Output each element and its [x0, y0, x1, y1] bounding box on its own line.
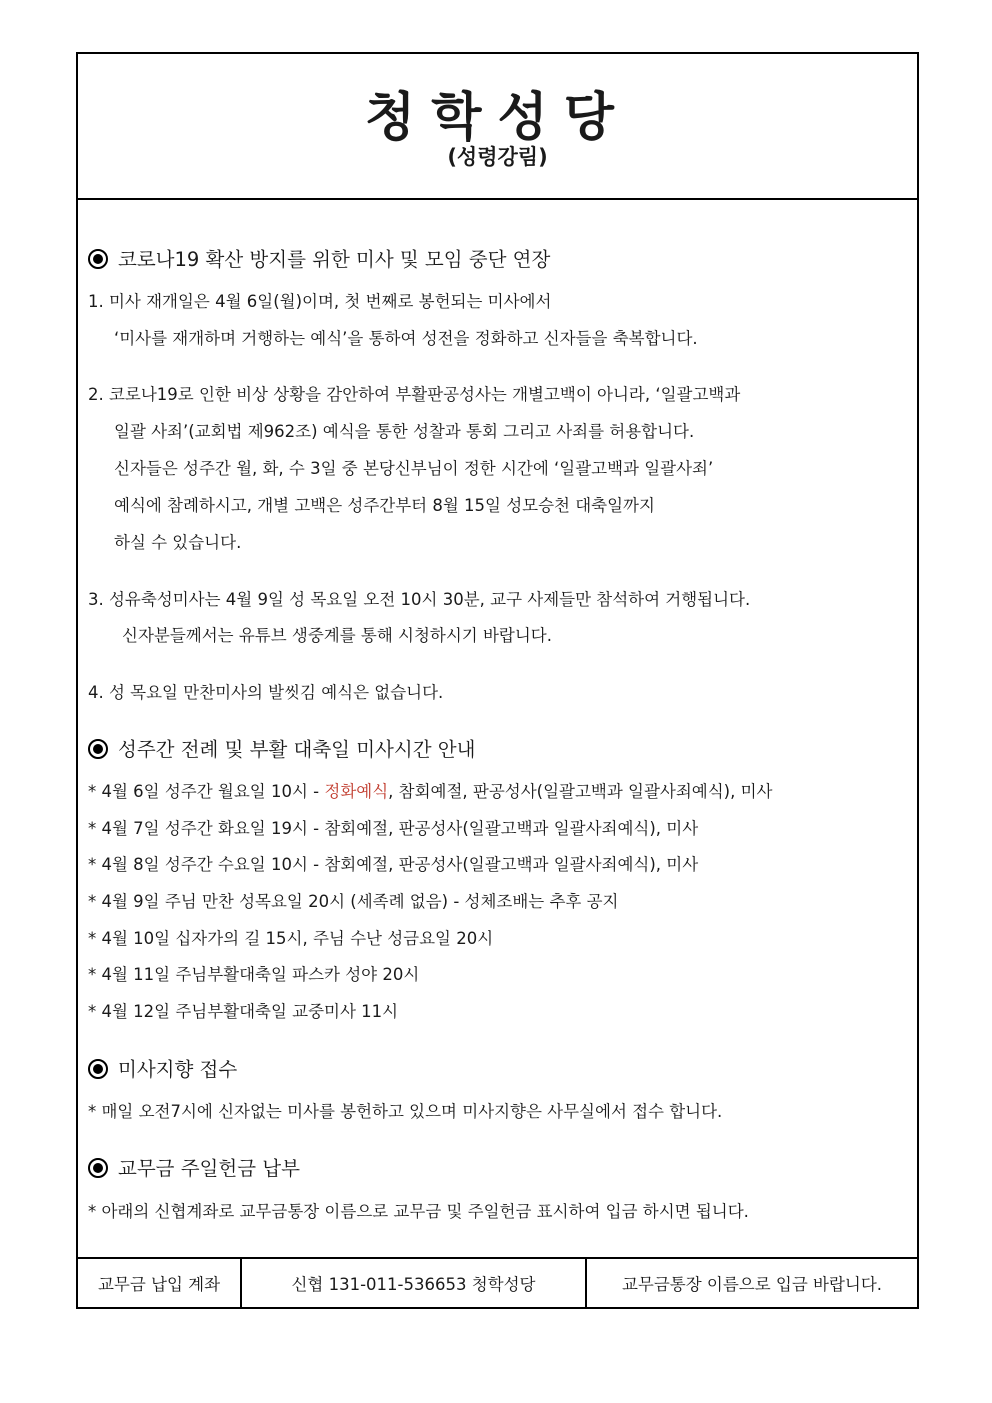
schedule-text: , 참회예절, 판공성사(일괄고백과 일괄사죄예식), 미사 [388, 782, 773, 801]
account-table [78, 1257, 917, 1307]
notice-line: 3. 성유축성미사는 4월 9일 성 목요일 오전 10시 30분, 교구 사제들만 참석하여 거행됩니다. [88, 590, 751, 609]
bulletin-header [78, 54, 917, 200]
notice-line: 1. 미사 재개일은 4월 6일(월)이며, 첫 번째로 봉헌되는 미사에서 [88, 292, 552, 311]
section-heading-mass-intention [88, 1057, 237, 1083]
notice-line: * 아래의 신협계좌로 교무금통장 이름으로 교무금 및 주일헌금 표시하여 입금 하시면 됩니다. [88, 1202, 749, 1221]
schedule-line: * 4월 8일 성주간 수요일 10시 - 참회예절, 판공성사(일괄고백과 일괄사죄예식), 미사 [88, 855, 699, 874]
circled-dot-icon [88, 1059, 108, 1079]
circled-dot-icon [88, 1158, 108, 1178]
section-heading-schedule [88, 737, 475, 763]
bulletin-frame [76, 52, 919, 1309]
page-title: 청학성당 [365, 88, 630, 148]
notice-line: 일괄 사죄’(교회법 제962조) 예식을 통한 성찰과 통회 그리고 사죄를 허용합니다. [114, 422, 695, 441]
schedule-line: * 4월 10일 십자가의 길 15시, 주님 수난 성금요일 20시 [88, 929, 494, 948]
section-heading-text: 교무금 주일헌금 납부 [118, 1157, 300, 1180]
section-heading-text: 미사지향 접수 [118, 1058, 238, 1081]
notice-line: 신자분들께서는 유튜브 생중계를 통해 시청하시기 바랍니다. [122, 626, 552, 645]
notice-line: ‘미사를 재개하며 거행하는 예식’을 통하여 성전을 정화하고 신자들을 축복합니다. [114, 329, 698, 348]
section-heading-covid [88, 247, 550, 273]
notice-line: * 매일 오전7시에 신자없는 미사를 봉헌하고 있으며 미사지향은 사무실에서 접수 합니다. [88, 1102, 723, 1121]
section-heading-text: 성주간 전례 및 부활 대축일 미사시간 안내 [118, 738, 476, 761]
schedule-line: * 4월 9일 주님 만찬 성목요일 20시 (세족례 없음) - 성체조배는 추후 공지 [88, 892, 619, 911]
schedule-line [88, 781, 772, 803]
section-heading-text: 코로나19 확산 방지를 위한 미사 및 모임 중단 연장 [118, 248, 551, 271]
notice-line: 4. 성 목요일 만찬미사의 발씻김 예식은 없습니다. [88, 683, 444, 702]
account-note: 교무금통장 이름으로 입금 바랍니다. [621, 1275, 883, 1294]
schedule-line: * 4월 12일 주님부활대축일 교중미사 11시 [88, 1002, 399, 1021]
circled-dot-icon [88, 249, 108, 269]
circled-dot-icon [88, 739, 108, 759]
account-number: 신협 131-011-536653 청학성당 [242, 1259, 587, 1307]
schedule-text: * 4월 6일 성주간 월요일 10시 - [88, 782, 325, 801]
highlight-text: 정화예식 [324, 782, 389, 801]
schedule-line: * 4월 7일 성주간 화요일 19시 - 참회예절, 판공성사(일괄고백과 일괄사죄예식), 미사 [88, 819, 699, 838]
notice-line: 신자들은 성주간 월, 화, 수 3일 중 본당신부님이 정한 시간에 ‘일괄고백과 일괄사죄’ [114, 459, 714, 478]
section-heading-offering [88, 1156, 300, 1182]
schedule-line: * 4월 11일 주님부활대축일 파스카 성야 20시 [88, 965, 420, 984]
notice-line: 하실 수 있습니다. [114, 533, 242, 552]
account-label: 교무금 납입 계좌 [78, 1259, 242, 1307]
notice-line: 2. 코로나19로 인한 비상 상황을 감안하여 부활판공성사는 개별고백이 아니라, ‘일괄고백과 [88, 385, 741, 404]
page-subtitle: (성령강림) [447, 145, 548, 169]
notice-line: 예식에 참례하시고, 개별 고백은 성주간부터 8월 15일 성모승천 대축일까지 [114, 496, 655, 515]
